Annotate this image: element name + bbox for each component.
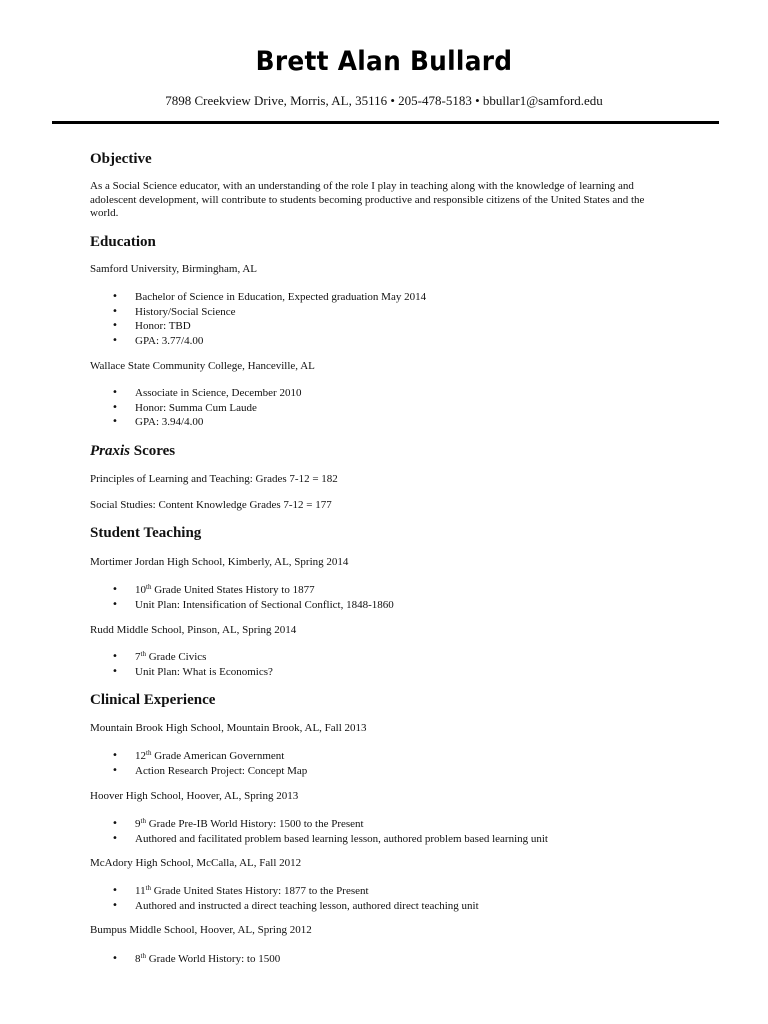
- grade-ordinal: th: [140, 817, 146, 825]
- school-details-list: [90, 386, 301, 430]
- list-item: [90, 749, 307, 764]
- placement-name: Hoover High School, Hoover, AL, Spring 2013: [90, 790, 299, 802]
- list-item: • Authored and instructed a direct teaching lesson, authored direct teaching unit: [90, 899, 479, 914]
- praxis-heading-italic: Praxis: [90, 443, 131, 459]
- grade-number: 11: [135, 885, 146, 897]
- grade-course: Grade American Government: [151, 750, 285, 762]
- praxis-heading: [90, 441, 175, 461]
- school-name: Samford University, Birmingham, AL: [90, 263, 258, 275]
- grade-course: Grade United States History: 1877 to the Present: [151, 885, 369, 897]
- grade-number: 7: [135, 651, 141, 663]
- objective-heading: Objective: [90, 151, 152, 167]
- praxis-score: Principles of Learning and Teaching: Grades 7-12 = 182: [90, 473, 338, 485]
- student-teaching-heading: Student Teaching: [90, 525, 202, 541]
- placement-details-list: [90, 583, 394, 612]
- header-divider: [52, 121, 719, 124]
- school-details-list: [90, 290, 426, 348]
- list-item: • Bachelor of Science in Education, Expected graduation May 2014: [90, 290, 426, 305]
- placement-name: McAdory High School, McCalla, AL, Fall 2012: [90, 857, 302, 869]
- grade-number: 12: [135, 750, 146, 762]
- grade-ordinal: th: [146, 583, 152, 591]
- school-name: Wallace State Community College, Hanceville, AL: [90, 360, 315, 372]
- grade-ordinal: th: [140, 952, 146, 960]
- grade-number: 8: [135, 953, 141, 965]
- grade-ordinal: th: [145, 884, 152, 892]
- grade-course: Grade United States History to 1877: [151, 584, 315, 596]
- grade-course: Grade Pre-IB World History: 1500 to the Present: [145, 818, 364, 830]
- grade-number: 10: [135, 584, 146, 596]
- objective-text: As a Social Science educator, with an understanding of the role I play in teaching along with the knowledge of learning and adolescent development, will contribute to students becoming productive and responsible citizens of the United States and the world.: [90, 180, 645, 219]
- list-item: • Unit Plan: Intensification of Sectional Conflict, 1848-1860: [90, 598, 394, 613]
- grade-ordinal: th: [146, 749, 152, 757]
- placement-name: Mortimer Jordan High School, Kimberly, AL, Spring 2014: [90, 556, 349, 568]
- list-item: • Honor: TBD: [90, 319, 426, 334]
- list-item: [90, 817, 548, 832]
- placement-details-list: [90, 650, 273, 679]
- contact-line: 7898 Creekview Drive, Morris, AL, 35116 • 205-478-5183 • bbullar1@samford.edu: [165, 93, 603, 108]
- list-item: • Unit Plan: What is Economics?: [90, 665, 273, 680]
- list-item: • Associate in Science, December 2010: [90, 386, 301, 401]
- list-item: [90, 650, 273, 665]
- placement-details-list: [90, 884, 479, 913]
- grade-course: Grade Civics: [145, 651, 207, 663]
- list-item: • Honor: Summa Cum Laude: [90, 401, 301, 416]
- praxis-heading-rest: Scores: [130, 443, 176, 459]
- list-item: • History/Social Science: [90, 305, 426, 320]
- placement-name: Rudd Middle School, Pinson, AL, Spring 2014: [90, 624, 297, 636]
- resume-name: Brett Alan Bullard: [255, 46, 513, 77]
- list-item: • GPA: 3.94/4.00: [90, 415, 301, 430]
- placement-details-list: [90, 817, 548, 846]
- praxis-score: Social Studies: Content Knowledge Grades 7-12 = 177: [90, 499, 332, 511]
- list-item: [90, 583, 394, 598]
- placement-details-list: [90, 952, 280, 967]
- list-item: • Authored and facilitated problem based learning lesson, authored problem based learning unit: [90, 832, 548, 847]
- list-item: • GPA: 3.77/4.00: [90, 334, 426, 349]
- placement-name: Mountain Brook High School, Mountain Brook, AL, Fall 2013: [90, 722, 367, 734]
- clinical-experience-heading: Clinical Experience: [90, 692, 216, 708]
- placement-name: Bumpus Middle School, Hoover, AL, Spring 2012: [90, 924, 312, 936]
- list-item: [90, 952, 280, 967]
- grade-course: Grade World History: to 1500: [145, 953, 281, 965]
- grade-number: 9: [135, 818, 141, 830]
- education-heading: Education: [90, 234, 156, 250]
- grade-ordinal: th: [140, 650, 146, 658]
- placement-details-list: [90, 749, 307, 778]
- list-item: [90, 884, 479, 899]
- list-item: • Action Research Project: Concept Map: [90, 764, 307, 779]
